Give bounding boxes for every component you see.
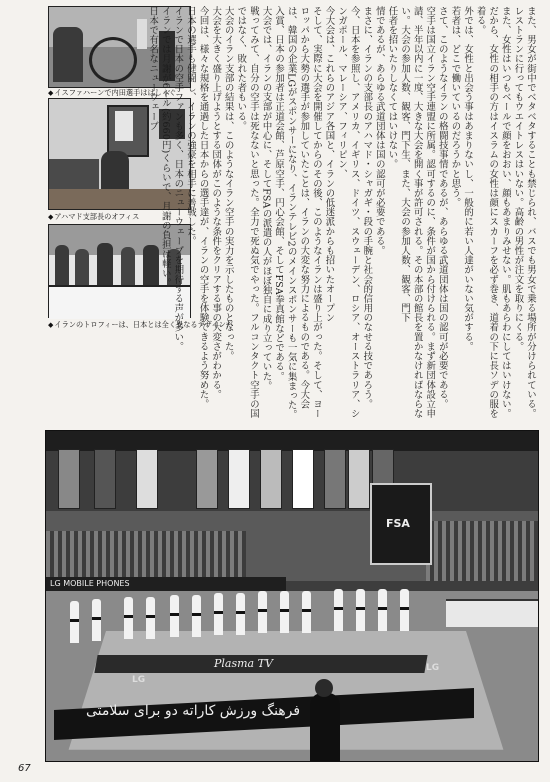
fighter xyxy=(280,591,289,633)
fighter xyxy=(302,591,311,633)
fighter xyxy=(400,589,409,631)
paragraph: イランでは月謝が6ドル(約660円)くらいで、月謝の負担は軽い。 xyxy=(159,6,171,288)
man-in-suit xyxy=(310,693,340,761)
paragraph: また、女性はいつもベールで顔をおおい、顔もあまりみせない。肌もあらわにしてはいけない。だから、女性の相手の方はイスラムの女性は顔にスカーフを必ず巻き、道着の下に長ソデの服を着る。 xyxy=(474,6,511,419)
paragraph: レストランに行ってもウエイトレスはいない。高齢の男性が注文を取りにくる。 xyxy=(512,6,524,352)
paragraph: まさに、イランの支部長のアハマド・シャガギ・段の手腕と社会的信用のなせる技であろう。 xyxy=(361,6,373,409)
lg-mobile-banner: LG MOBILE PHONES xyxy=(50,579,130,588)
paragraph: 今大会は、これらのアジア各国と、イランの低迷派からも招いたオープン xyxy=(323,6,335,323)
paragraph: 日本の選手も健闘し、イランの強豪を相手に善戦した。 xyxy=(184,6,196,246)
paragraph: 情であるが、あらゆる武道団体は国の認可が必要である。 xyxy=(373,6,385,256)
lg-logo-left: LG xyxy=(132,675,146,685)
flag xyxy=(196,449,218,509)
fighter xyxy=(334,589,343,631)
fighter xyxy=(378,589,387,631)
flag xyxy=(136,449,158,509)
fighter xyxy=(356,589,365,631)
paragraph: さて、このようなイランの格闘技事情であるが、あらゆる武道団体は国の認可が必要である。 xyxy=(436,6,448,409)
fsa-banner: FSA xyxy=(386,517,410,530)
paragraph: 大会のイラン支部の結果は、このようなイラン空手の実力を示したものとなった。 xyxy=(222,6,234,361)
paragraph: 外では、女性と出会う事はあまりないし、一般的に若い人達がいない気がする。 xyxy=(462,6,474,352)
paragraph: 若者は、どこで働いているのだろうかと思う。 xyxy=(449,6,461,208)
flag xyxy=(292,449,314,509)
fighter xyxy=(70,601,79,643)
flag xyxy=(94,449,116,509)
fighter xyxy=(124,597,133,639)
fighter xyxy=(170,595,179,637)
article-text-upper xyxy=(147,6,536,426)
flag xyxy=(324,449,346,509)
fighter xyxy=(258,591,267,633)
fighter xyxy=(192,595,201,637)
fighter xyxy=(236,593,245,635)
lg-logo-right: LG xyxy=(426,663,440,673)
paragraph: イランで日本の空手ファンも多く、日本のニューウェーブを期待する声が多い。 xyxy=(172,6,184,352)
paragraph: 大会では、イランの支部が中心に、そしてFSAの派遣の人がほぼ独自に成り立っていた。 xyxy=(260,6,272,391)
paragraph: 任者を招いたりしなくてはいけない。 xyxy=(386,6,398,170)
isfahan-caption: ◆イスファハーンで内田選手ははしゃぐ xyxy=(48,88,177,97)
ahmad-office-caption: ◆アハマド支部長のオフィス xyxy=(48,212,140,221)
flag xyxy=(348,449,370,509)
flag xyxy=(260,449,282,509)
paragraph: 大会を大きく盛り上げようとする団体がこのような条件をクリアする事の大変さがわかる。 xyxy=(210,6,222,400)
fighter xyxy=(214,593,223,635)
paragraph: また、男女が街中でベタベタすることも禁じられ、バスでも男女で乗る場所が分けられている。 xyxy=(525,6,536,419)
paragraph: 入賞、日本の参加者は正道会館、芦原空手、円心会館、そしてFSA拳真館などである。 xyxy=(273,6,285,382)
paragraph: 空手は国立イラン空手連盟に所属。認可するのに、条件が国から付けられる。まず新団体設立申請、半年以内に一度、大きな大会を開く事が許可される。その本部の館長を置かなければならない。大会の参加人数、観客、門下生、また、大会の参加人数、観客、門下 xyxy=(399,6,436,419)
bottom-arabic-banner: فرهنگ ورزش کاراته دو برای سلامتی xyxy=(86,703,301,719)
paragraph: そして、実際に大会を開催してからのその後、このようなイランは盛り上がった。そして、ヨーロッパから大勢の選手が参加していたことは、イランの大変な努力によるものである。今大会は、韓国の企業LGがスポンサーになり、イランテレビ2のメインスポンサーも一気に集まった。 xyxy=(285,6,322,420)
page-number: 67 xyxy=(18,763,31,774)
paragraph: 今回は、様々な規格を通過した日本からの選手達が、イランの空手を体験できるよう努めた。 xyxy=(197,6,209,409)
tournament-photo xyxy=(45,430,539,762)
fighter xyxy=(146,597,155,639)
paragraph: 戦ってみて、自分の空手は死なないと思った。全力で死ぬ気でやった。フルコンタクト空手の国ではなく、敗れた者もいる。 xyxy=(235,6,259,419)
fighter xyxy=(92,599,101,641)
paragraph: 今、日本を参照し、アメリカ、イギリス、ドイツ、スウェーデン、ロシア、オーストラリア、シンガポール、マレーシア、フィリピン、 xyxy=(336,6,360,419)
paragraph: 日本で有名なニューウェーブ xyxy=(147,6,159,131)
flag xyxy=(58,449,80,509)
flag xyxy=(228,449,250,509)
trophies-caption: ◆イランのトロフィーは、日本とは全く異なるデザインだ xyxy=(48,320,234,329)
plasma-tv-logo: Plasma TV xyxy=(214,657,273,670)
